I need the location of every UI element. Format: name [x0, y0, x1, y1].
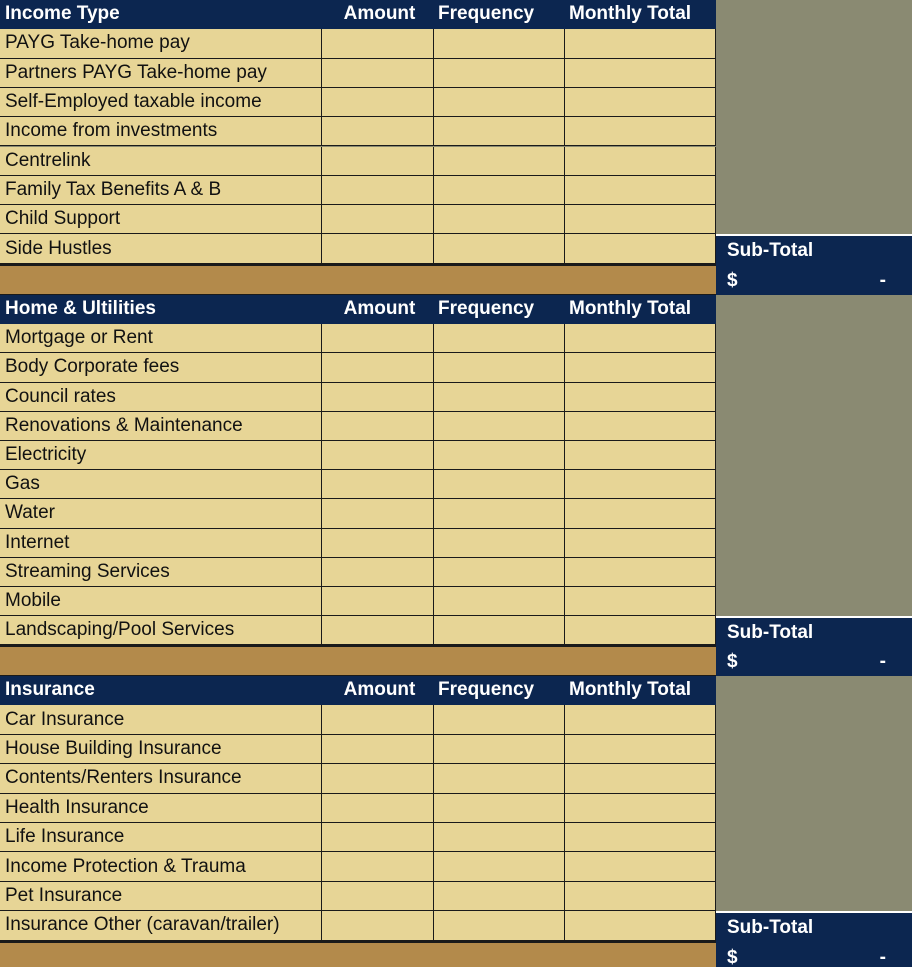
row-label: Water — [0, 499, 322, 528]
subtotal-currency: $ — [727, 946, 738, 967]
column-header-amount: Amount — [322, 295, 434, 324]
row-label: Child Support — [0, 205, 322, 234]
table-row — [0, 705, 716, 734]
column-header-monthly-total: Monthly Total — [565, 0, 716, 29]
row-label: Self-Employed taxable income — [0, 88, 322, 117]
subtotal-label: Sub-Total — [727, 622, 814, 644]
table-row — [0, 735, 716, 764]
section-separator — [0, 941, 716, 967]
side-panel — [716, 0, 912, 234]
monthly-total-cell[interactable] — [565, 764, 716, 793]
frequency-cell[interactable] — [434, 470, 565, 499]
row-label: Life Insurance — [0, 823, 322, 852]
amount-cell[interactable] — [322, 705, 434, 734]
table-row — [0, 882, 716, 911]
frequency-cell[interactable] — [434, 705, 565, 734]
amount-cell[interactable] — [322, 441, 434, 470]
row-label: Health Insurance — [0, 794, 322, 823]
frequency-cell[interactable] — [434, 616, 565, 645]
frequency-cell[interactable] — [434, 88, 565, 117]
row-label: Pet Insurance — [0, 882, 322, 911]
frequency-cell[interactable] — [434, 587, 565, 616]
subtotal-value: - — [879, 946, 886, 967]
section-separator — [0, 645, 716, 676]
row-label: Income Protection & Trauma — [0, 852, 322, 881]
column-header-monthly-total: Monthly Total — [565, 676, 716, 705]
row-label: Mobile — [0, 587, 322, 616]
section-title: Insurance — [0, 676, 322, 705]
monthly-total-cell[interactable] — [565, 176, 716, 205]
table-row — [0, 441, 716, 470]
amount-cell[interactable] — [322, 147, 434, 176]
monthly-total-cell[interactable] — [565, 29, 716, 58]
row-label: Partners PAYG Take-home pay — [0, 59, 322, 88]
column-header-frequency: Frequency — [434, 676, 565, 705]
column-header-amount: Amount — [322, 676, 434, 705]
row-label: Council rates — [0, 383, 322, 412]
frequency-cell[interactable] — [434, 499, 565, 528]
row-label: Contents/Renters Insurance — [0, 764, 322, 793]
monthly-total-cell[interactable] — [565, 735, 716, 764]
amount-cell[interactable] — [322, 794, 434, 823]
amount-cell[interactable] — [322, 764, 434, 793]
table-row — [0, 412, 716, 441]
subtotal-label: Sub-Total — [727, 240, 814, 262]
monthly-total-cell[interactable] — [565, 529, 716, 558]
monthly-total-cell[interactable] — [565, 353, 716, 382]
monthly-total-cell[interactable] — [565, 470, 716, 499]
table-row — [0, 587, 716, 616]
section-header — [0, 295, 716, 324]
section-header — [0, 0, 716, 29]
row-label: PAYG Take-home pay — [0, 29, 322, 58]
frequency-cell[interactable] — [434, 911, 565, 940]
frequency-cell[interactable] — [434, 353, 565, 382]
monthly-total-cell[interactable] — [565, 234, 716, 263]
amount-cell[interactable] — [322, 383, 434, 412]
row-label: Streaming Services — [0, 558, 322, 587]
monthly-total-cell[interactable] — [565, 587, 716, 616]
frequency-cell[interactable] — [434, 735, 565, 764]
amount-cell[interactable] — [322, 470, 434, 499]
row-label: Renovations & Maintenance — [0, 412, 322, 441]
column-header-frequency: Frequency — [434, 0, 565, 29]
table-row — [0, 88, 716, 117]
side-panel — [716, 295, 912, 616]
frequency-cell[interactable] — [434, 794, 565, 823]
table-row — [0, 59, 716, 88]
table-row — [0, 147, 716, 176]
monthly-total-cell[interactable] — [565, 412, 716, 441]
amount-cell[interactable] — [322, 324, 434, 353]
row-label: Mortgage or Rent — [0, 324, 322, 353]
monthly-total-cell[interactable] — [565, 823, 716, 852]
frequency-cell[interactable] — [434, 147, 565, 176]
amount-cell[interactable] — [322, 234, 434, 263]
subtotal-value: - — [879, 269, 886, 291]
frequency-cell[interactable] — [434, 412, 565, 441]
monthly-total-cell[interactable] — [565, 383, 716, 412]
amount-cell[interactable] — [322, 911, 434, 940]
subtotal-label: Sub-Total — [727, 917, 814, 939]
monthly-total-cell[interactable] — [565, 117, 716, 146]
table-row — [0, 558, 716, 587]
table-row — [0, 764, 716, 793]
monthly-total-cell[interactable] — [565, 705, 716, 734]
amount-cell[interactable] — [322, 353, 434, 382]
table-row — [0, 324, 716, 353]
monthly-total-cell[interactable] — [565, 794, 716, 823]
amount-cell[interactable] — [322, 587, 434, 616]
table-row — [0, 383, 716, 412]
frequency-cell[interactable] — [434, 882, 565, 911]
row-label: Insurance Other (caravan/trailer) — [0, 911, 322, 940]
amount-cell[interactable] — [322, 616, 434, 645]
frequency-cell[interactable] — [434, 205, 565, 234]
column-header-frequency: Frequency — [434, 295, 565, 324]
table-row — [0, 529, 716, 558]
row-label: Family Tax Benefits A & B — [0, 176, 322, 205]
table-row — [0, 852, 716, 881]
row-label: Electricity — [0, 441, 322, 470]
monthly-total-cell[interactable] — [565, 852, 716, 881]
table-row — [0, 205, 716, 234]
amount-cell[interactable] — [322, 735, 434, 764]
amount-cell[interactable] — [322, 412, 434, 441]
table-row — [0, 470, 716, 499]
subtotal-currency: $ — [727, 651, 738, 673]
side-panel — [716, 676, 912, 911]
table-row — [0, 823, 716, 852]
monthly-total-cell[interactable] — [565, 205, 716, 234]
table-row — [0, 234, 716, 263]
frequency-cell[interactable] — [434, 176, 565, 205]
table-row — [0, 616, 716, 645]
table-row — [0, 794, 716, 823]
frequency-cell[interactable] — [434, 852, 565, 881]
monthly-total-cell[interactable] — [565, 147, 716, 176]
monthly-total-cell[interactable] — [565, 88, 716, 117]
monthly-total-cell[interactable] — [565, 616, 716, 645]
row-label: Centrelink — [0, 147, 322, 176]
monthly-total-cell[interactable] — [565, 59, 716, 88]
subtotal-box — [716, 616, 912, 676]
section-separator — [0, 264, 716, 295]
table-row — [0, 176, 716, 205]
table-row — [0, 911, 716, 940]
amount-cell[interactable] — [322, 88, 434, 117]
row-label: Side Hustles — [0, 234, 322, 263]
section-header — [0, 676, 716, 705]
frequency-cell[interactable] — [434, 823, 565, 852]
row-label: Body Corporate fees — [0, 353, 322, 382]
frequency-cell[interactable] — [434, 558, 565, 587]
frequency-cell[interactable] — [434, 117, 565, 146]
frequency-cell[interactable] — [434, 234, 565, 263]
monthly-total-cell[interactable] — [565, 441, 716, 470]
amount-cell[interactable] — [322, 823, 434, 852]
amount-cell[interactable] — [322, 882, 434, 911]
monthly-total-cell[interactable] — [565, 499, 716, 528]
row-label: House Building Insurance — [0, 735, 322, 764]
frequency-cell[interactable] — [434, 59, 565, 88]
row-label: Income from investments — [0, 117, 322, 146]
column-header-monthly-total: Monthly Total — [565, 295, 716, 324]
amount-cell[interactable] — [322, 176, 434, 205]
frequency-cell[interactable] — [434, 29, 565, 58]
table-row — [0, 29, 716, 58]
amount-cell[interactable] — [322, 29, 434, 58]
frequency-cell[interactable] — [434, 383, 565, 412]
monthly-total-cell[interactable] — [565, 882, 716, 911]
row-label: Car Insurance — [0, 705, 322, 734]
section-title: Income Type — [0, 0, 322, 29]
monthly-total-cell[interactable] — [565, 911, 716, 940]
table-row — [0, 117, 716, 146]
monthly-total-cell[interactable] — [565, 324, 716, 353]
section-title: Home & Ultilities — [0, 295, 322, 324]
amount-cell[interactable] — [322, 59, 434, 88]
amount-cell[interactable] — [322, 205, 434, 234]
amount-cell[interactable] — [322, 499, 434, 528]
amount-cell[interactable] — [322, 558, 434, 587]
frequency-cell[interactable] — [434, 324, 565, 353]
amount-cell[interactable] — [322, 529, 434, 558]
table-row — [0, 353, 716, 382]
subtotal-box — [716, 911, 912, 967]
subtotal-value: - — [879, 651, 886, 673]
amount-cell[interactable] — [322, 852, 434, 881]
table-row — [0, 499, 716, 528]
subtotal-box — [716, 234, 912, 294]
frequency-cell[interactable] — [434, 764, 565, 793]
subtotal-currency: $ — [727, 269, 738, 291]
monthly-total-cell[interactable] — [565, 558, 716, 587]
row-label: Landscaping/Pool Services — [0, 616, 322, 645]
frequency-cell[interactable] — [434, 441, 565, 470]
row-label: Internet — [0, 529, 322, 558]
frequency-cell[interactable] — [434, 529, 565, 558]
amount-cell[interactable] — [322, 117, 434, 146]
column-header-amount: Amount — [322, 0, 434, 29]
row-label: Gas — [0, 470, 322, 499]
